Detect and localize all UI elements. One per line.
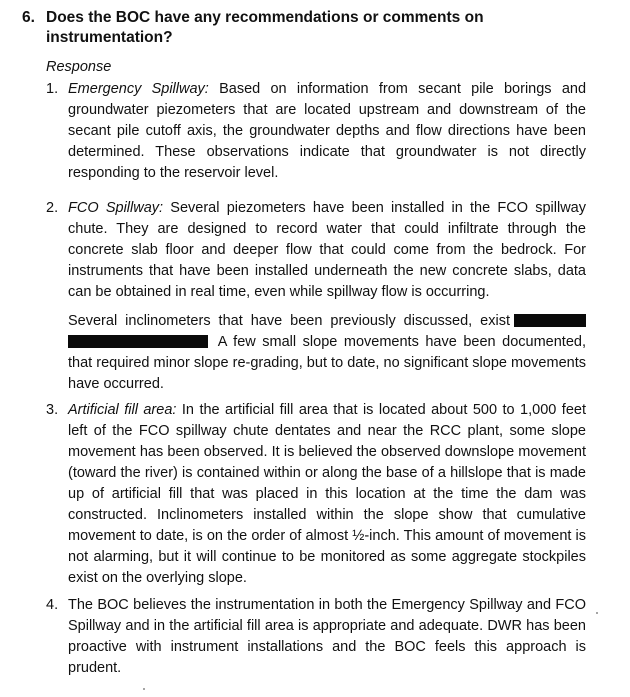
item-body — [68, 198, 586, 303]
response-item-3 — [46, 400, 586, 589]
question-line-2: instrumentation? — [46, 29, 173, 46]
item-text: In the artificial fill area that is located about 500 to 1,000 feet left of the FCO spillway chute dentates and near the RCC plant, some slope movement has been observed. It is believed the observed downslope movement (toward the river) is contained within or along the base of a hillslope that is made up of artificial fill that was placed in this location at the time the dam was constructed. Inclinometers installed within the slope show that cumulative movement to date, is on the order of almost ½-inch. This amount of movement is not alarming, but it will continue to be monitored as some aggregate stockpiles exist on the overlying slope. — [68, 402, 586, 586]
item-body — [68, 595, 586, 679]
response-item-2 — [46, 198, 586, 395]
item-number: 4. — [46, 597, 59, 613]
item-number: 3. — [46, 402, 59, 418]
redaction-block — [68, 335, 208, 348]
question-line-1 — [22, 8, 582, 28]
item-heading: Emergency Spillway: — [68, 81, 209, 97]
item-body — [68, 79, 586, 184]
item-text: Based on information from secant pile borings and groundwater piezometers that are located upstream and downstream of the secant pile cutoff axis, the groundwater depths and flow directions have been determined. These observations indicate that groundwater is not directly responding to the reservoir level. — [68, 81, 587, 181]
paragraph-2-end: A few small slope movements have been documented, that required minor slope re-grading, but to date, no significant slope movements have occurred. — [68, 334, 586, 392]
item-body — [68, 400, 586, 589]
response-item-1 — [46, 79, 586, 184]
redaction-block — [514, 314, 586, 327]
question-heading — [22, 8, 582, 48]
item-text: The BOC believes the instrumentation in both the Emergency Spillway and FCO Spillway and in the artificial fill area is appropriate and adequate. DWR has been proactive with instrument installations and the BOC feels this approach is prudent. — [68, 597, 586, 676]
response-label: Response — [46, 59, 112, 75]
paragraph-2-start: Several inclinometers that have been previously discussed, exist — [68, 313, 510, 329]
scan-speck — [596, 612, 598, 614]
item-number: 2. — [46, 200, 59, 216]
response-item-4 — [46, 595, 586, 679]
item-number: 1. — [46, 81, 59, 97]
question-number: 6. — [22, 9, 35, 26]
scan-speck — [143, 688, 145, 690]
item-heading: FCO Spillway: — [68, 200, 164, 216]
question-text-1: Does the BOC have any recommendations or comments on — [46, 9, 484, 26]
item-heading: Artificial fill area: — [68, 402, 177, 418]
item-text: Several piezometers have been installed in the FCO spillway chute. They are designed to record water that could infiltrate through the concrete slab floor and deeper flow that could come from the bedrock. For instruments that have been installed underneath the new concrete slabs, data can be obtained in real time, even while spillway flow is occurring. — [68, 200, 586, 300]
item-paragraph-2 — [68, 311, 586, 395]
